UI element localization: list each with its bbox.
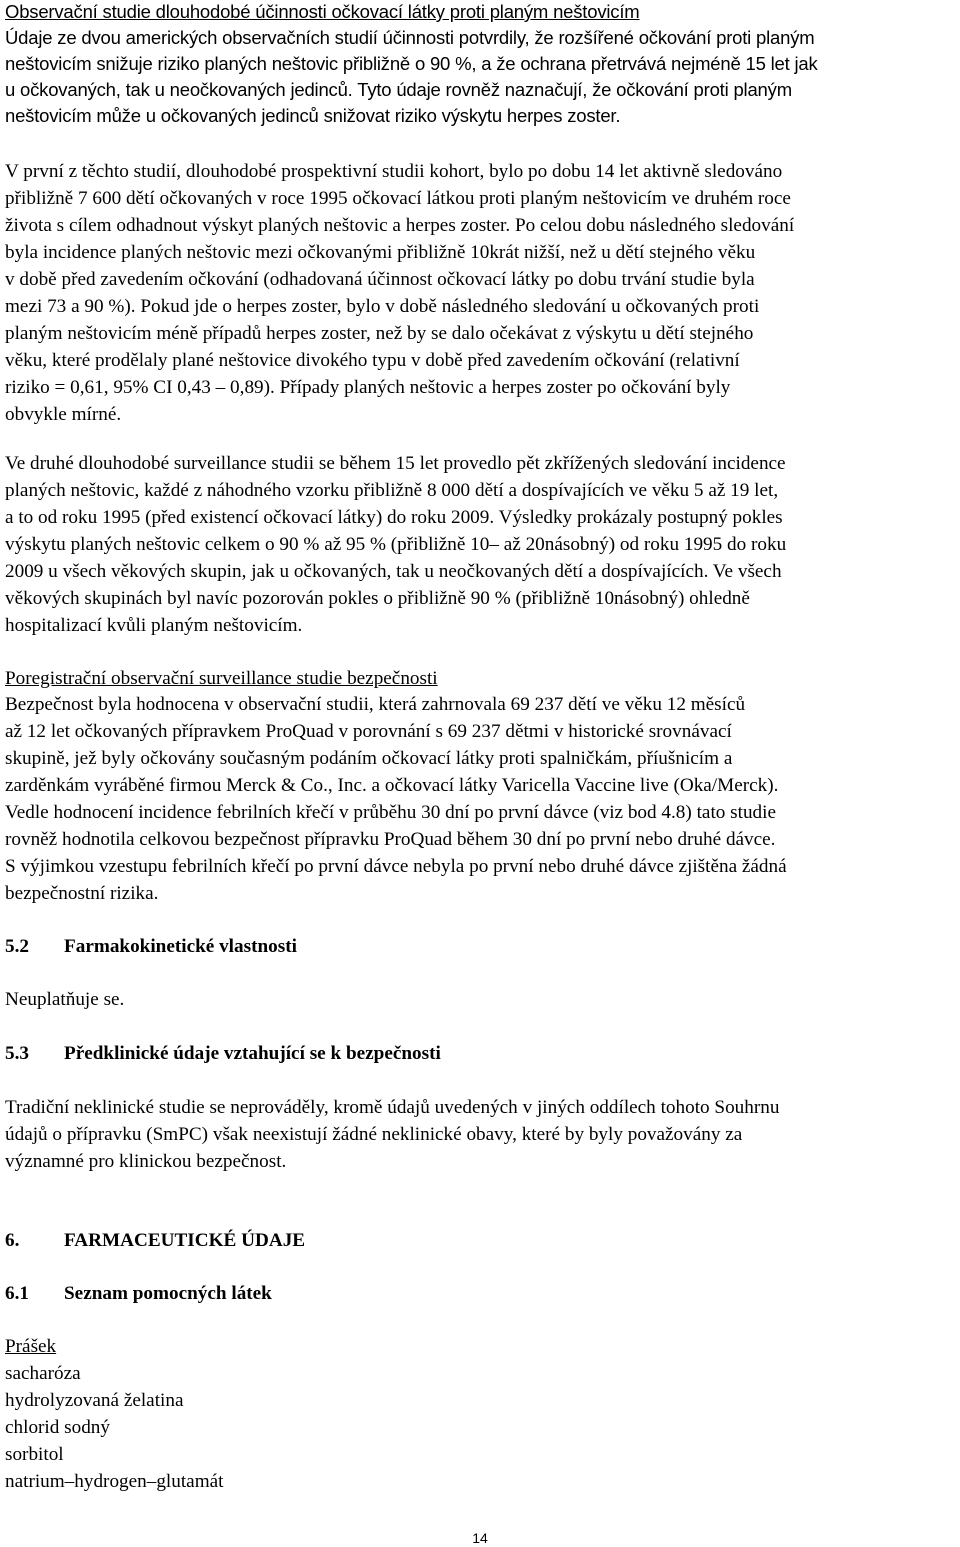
paragraph-line: planým neštovicím méně případů herpes zoster, než by se dalo očekávat z výskytu u dětí stejného: [5, 323, 754, 344]
paragraph-line: Údaje ze dvou amerických observačních studií účinnosti potvrdily, že rozšířené očkování proti planým: [5, 27, 815, 48]
excipient-group-heading: Prášek: [5, 1336, 57, 1357]
section-heading-long-term-effectiveness: Observační studie dlouhodobé účinnosti očkovací látky proti planým neštovicím: [5, 1, 640, 22]
paragraph-line: mezi 73 a 90 %). Pokud jde o herpes zoster, bylo v době následného sledování u očkovaných proti: [5, 296, 760, 317]
paragraph-line: neštovicím snižuje riziko planých neštovic přibližně o 90 %, a že ochrana přetrvává nejméně 15 let jak: [5, 53, 818, 74]
paragraph-line: obvykle mírné.: [5, 404, 122, 425]
page-number: 14: [472, 1530, 488, 1546]
paragraph-line: Tradiční neklinické studie se neprováděly, kromě údajů uvedených v jiných oddílech tohoto Souhrnu: [5, 1097, 780, 1118]
paragraph-line: významné pro klinickou bezpečnost.: [5, 1151, 287, 1172]
section-number: 6.: [5, 1230, 20, 1251]
paragraph-line: hospitalizací kvůli planým neštovicím.: [5, 615, 303, 636]
paragraph-line: přibližně 7 600 dětí očkovaných v roce 1995 očkovací látkou proti planým neštovicím ve druhém roce: [5, 188, 791, 209]
section-title: Seznam pomocných látek: [64, 1283, 272, 1304]
paragraph-line: riziko = 0,61, 95% CI 0,43 – 0,89). Případy planých neštovic a herpes zoster po očkování byly: [5, 377, 731, 398]
paragraph-line: skupině, jež byly očkovány současným podáním očkovací látky proti spalničkám, příušnicím a: [5, 748, 733, 769]
section-number: 5.2: [5, 936, 29, 957]
paragraph-line: až 12 let očkovaných přípravkem ProQuad v porovnání s 69 237 dětmi v historické srovnávací: [5, 721, 732, 742]
excipient-item: chlorid sodný: [5, 1417, 110, 1438]
paragraph-line: Bezpečnost byla hodnocena v observační studii, která zahrnovala 69 237 dětí ve věku 12 měsíců: [5, 694, 746, 715]
paragraph-line: u očkovaných, tak u neočkovaných jedinců. Tyto údaje rovněž naznačují, že očkování proti planým: [5, 79, 792, 100]
section-number: 6.1: [5, 1283, 29, 1304]
paragraph-line: zarděnkám vyráběné firmou Merck & Co., Inc. a očkovací látky Varicella Vaccine live (Oka/Merck).: [5, 775, 779, 796]
paragraph-line: v době před zavedením očkování (odhadovaná účinnost očkovací látky po dobu trvání studie byla: [5, 269, 755, 290]
paragraph-line: planých neštovic, každé z náhodného vzorku přibližně 8 000 dětí a dospívajících ve věku 5 až 19 let,: [5, 480, 779, 501]
paragraph-line: Vedle hodnocení incidence febrilních křečí v průběhu 30 dní po první dávce (viz bod 4.8) tato studie: [5, 802, 776, 823]
section-title: FARMACEUTICKÉ ÚDAJE: [64, 1230, 306, 1251]
paragraph-line: 2009 u všech věkových skupin, jak u očkovaných, tak u neočkovaných dětí a dospívajících. Ve všech: [5, 561, 782, 582]
excipient-item: natrium–hydrogen–glutamát: [5, 1471, 224, 1492]
paragraph-line: V první z těchto studií, dlouhodobé prospektivní studii kohort, bylo po dobu 14 let aktivně sledováno: [5, 161, 783, 182]
excipient-item: sacharóza: [5, 1363, 81, 1384]
section-title: Předklinické údaje vztahující se k bezpečnosti: [64, 1043, 441, 1064]
paragraph-line: Neuplatňuje se.: [5, 989, 125, 1010]
paragraph-line: rovněž hodnotila celkovou bezpečnost přípravku ProQuad během 30 dní po první nebo druhé dávce.: [5, 829, 776, 850]
paragraph-line: byla incidence planých neštovic mezi očkovanými přibližně 10krát nižší, než u dětí stejného věku: [5, 242, 756, 263]
paragraph-line: výskytu planých neštovic celkem o 90 % až 95 % (přibližně 10– až 20násobný) od roku 1995 do roku: [5, 534, 787, 555]
paragraph-line: neštovicím může u očkovaných jedinců snižovat riziko výskytu herpes zoster.: [5, 105, 621, 126]
section-heading-safety-surveillance: Poregistrační observační surveillance studie bezpečnosti: [5, 668, 438, 689]
section-number: 5.3: [5, 1043, 29, 1064]
paragraph-line: S výjimkou vzestupu febrilních křečí po první dávce nebyla po první nebo druhé dávce zjištěna žádná: [5, 856, 787, 877]
paragraph-line: života s cílem odhadnout výskyt planých neštovic a herpes zoster. Po celou dobu následného sledování: [5, 215, 795, 236]
paragraph-line: údajů o přípravku (SmPC) však neexistují žádné neklinické obavy, které by byly považovány za: [5, 1124, 743, 1145]
excipient-item: sorbitol: [5, 1444, 64, 1465]
paragraph-line: Ve druhé dlouhodobé surveillance studii se během 15 let provedlo pět zkřížených sledování incidence: [5, 453, 786, 474]
paragraph-line: a to od roku 1995 (před existencí očkovací látky) do roku 2009. Výsledky prokázaly postupný pokles: [5, 507, 783, 528]
paragraph-line: bezpečnostní rizika.: [5, 883, 159, 904]
paragraph-line: věkových skupinách byl navíc pozorován pokles o přibližně 90 % (přibližně 10násobný) ohledně: [5, 588, 750, 609]
excipient-item: hydrolyzovaná želatina: [5, 1390, 184, 1411]
paragraph-line: věku, které prodělaly plané neštovice divokého typu v době před zavedením očkování (relativní: [5, 350, 740, 371]
section-title: Farmakokinetické vlastnosti: [64, 936, 297, 957]
